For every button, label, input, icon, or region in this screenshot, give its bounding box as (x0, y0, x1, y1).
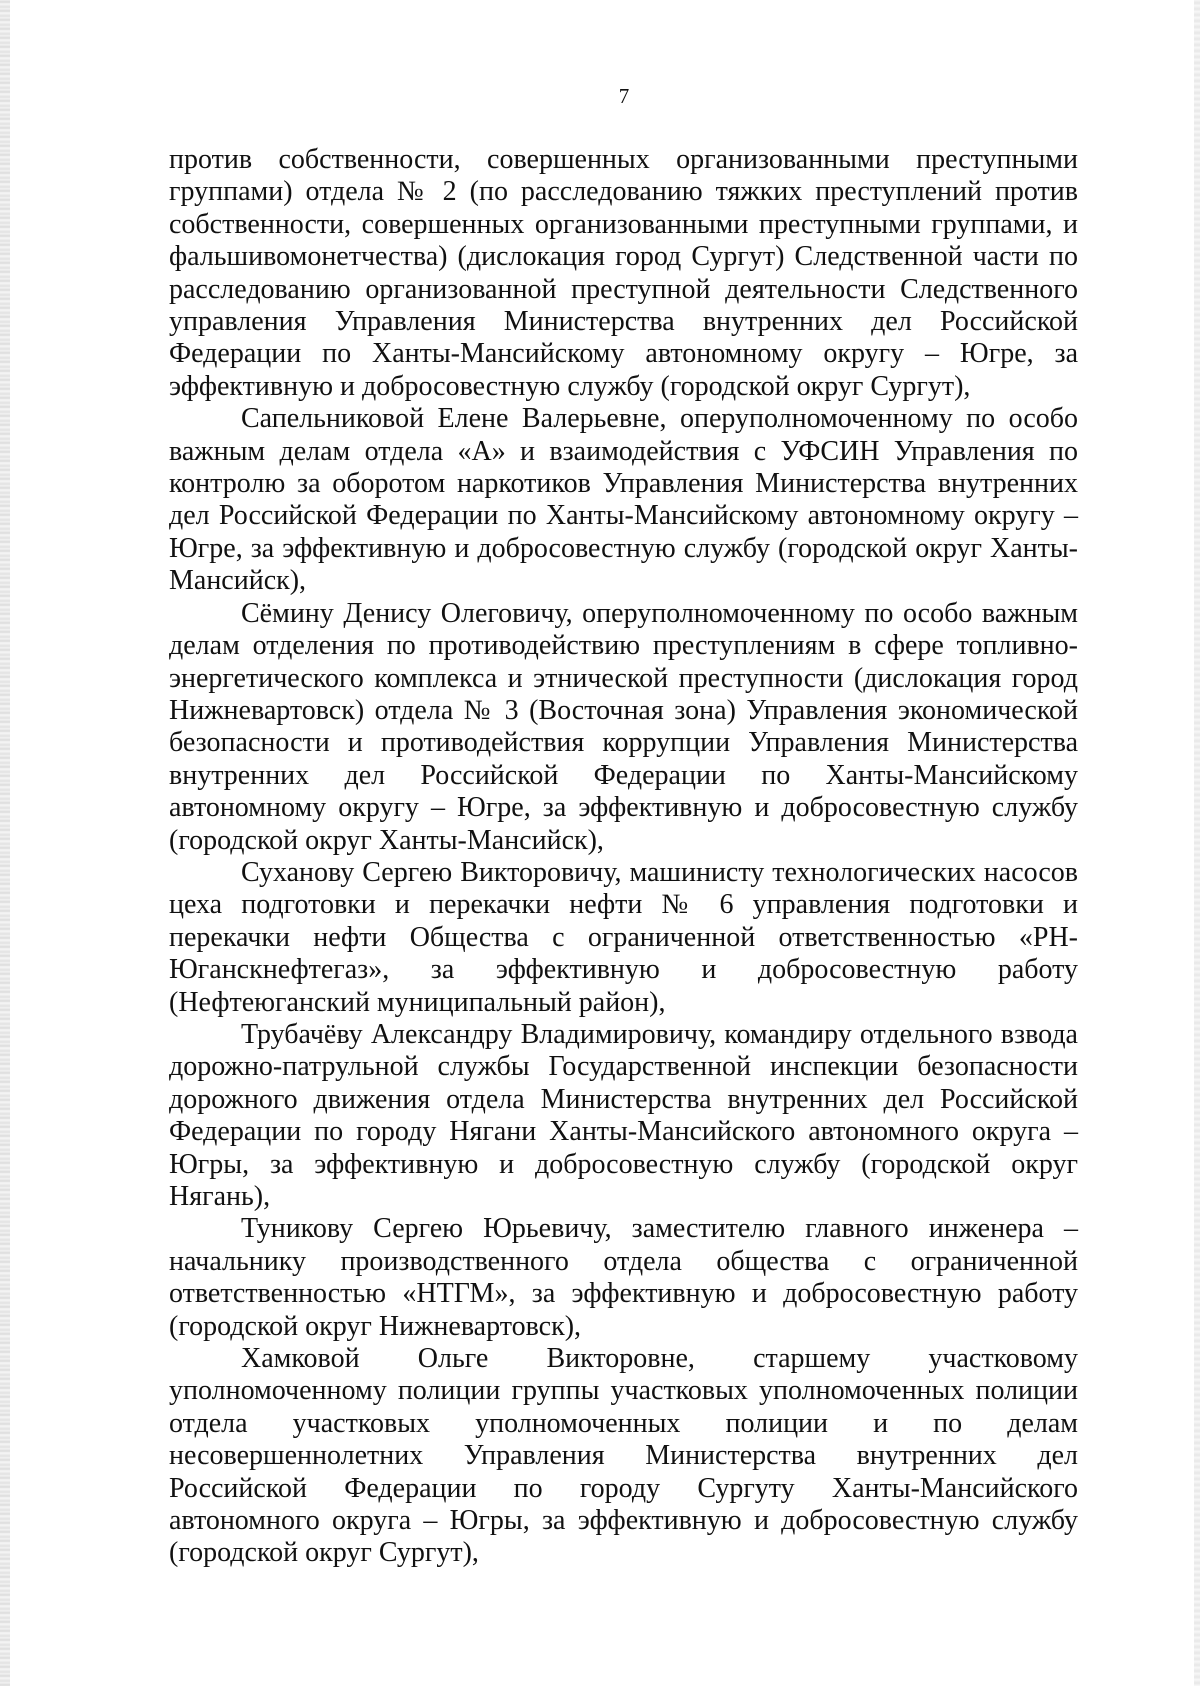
page-number: 7 (618, 84, 630, 108)
paragraph-sapelnikova: Сапельниковой Елене Валерьевне, оперуполномоченному по особо важным делам отдела «А» и взаимодействия с УФСИН Управления по контролю за оборотом наркотиков Управления Министерства внутренних дел Российской Федерации по Ханты-Мансийскому автономному округу – Югре, за эффективную и добросовестную службу (городской округ Ханты-Мансийск), (169, 403, 1078, 597)
paragraph-trubachev: Трубачёву Александру Владимировичу, командиру отдельного взвода дорожно-патрульной службы Государственной инспекции безопасности дорожного движения отдела Министерства внутренних дел Российской Федерации по городу Нягани Ханты-Мансийского автономного округа – Югры, за эффективную и добросовестную службу (городской округ Нягань), (169, 1018, 1078, 1212)
scan-edge-left (0, 0, 10, 1686)
paragraph-semin: Сёмину Денису Олеговичу, оперуполномоченному по особо важным делам отделения по противодействию преступлениям в сфере топливно-энергетического комплекса и этнической преступности (дислокация город Нижневартовск) отдела № 3 (Восточная зона) Управления экономической безопасности и противодействия коррупции Управления Министерства внутренних дел Российской Федерации по Ханты-Мансийскому автономному округу – Югре, за эффективную и добросовестную службу (городской округ Ханты-Мансийск), (169, 597, 1078, 856)
document-body (169, 144, 1078, 1570)
paragraph-khamkova: Хамковой Ольге Викторовне, старшему участковому уполномоченному полиции группы участковых уполномоченных полиции отдела участковых уполномоченных полиции и по делам несовершеннолетних Управления Министерства внутренних дел Российской Федерации по городу Сургуту Ханты-Мансийского автономного округа – Югры, за эффективную и добросовестную службу (городской округ Сургут), (169, 1343, 1078, 1569)
paragraph-sukhanov: Суханову Сергею Викторовичу, машинисту технологических насосов цеха подготовки и перекачки нефти № 6 управления подготовки и перекачки нефти Общества с ограниченной ответственностью «РН-Юганскнефтегаз», за эффективную и добросовестную работу (Нефтеюганский муниципальный район), (169, 856, 1078, 1018)
paragraph-tunikov: Туникову Сергею Юрьевичу, заместителю главного инженера – начальнику производственного отдела общества с ограниченной ответственностью «НТГМ», за эффективную и добросовестную работу (городской округ Нижневартовск), (169, 1213, 1078, 1342)
scan-edge-right (1194, 0, 1200, 1686)
paragraph-continuation: против собственности, совершенных организованными преступными группами) отдела № 2 (по расследованию тяжких преступлений против собственности, совершенных организованными преступными группами, и фальшивомонетчества) (дислокация город Сургут) Следственной части по расследованию организованной преступной деятельности Следственного управления Управления Министерства внутренних дел Российской Федерации по Ханты-Мансийскому автономному округу – Югре, за эффективную и добросовестную службу (городской округ Сургут), (169, 144, 1078, 402)
